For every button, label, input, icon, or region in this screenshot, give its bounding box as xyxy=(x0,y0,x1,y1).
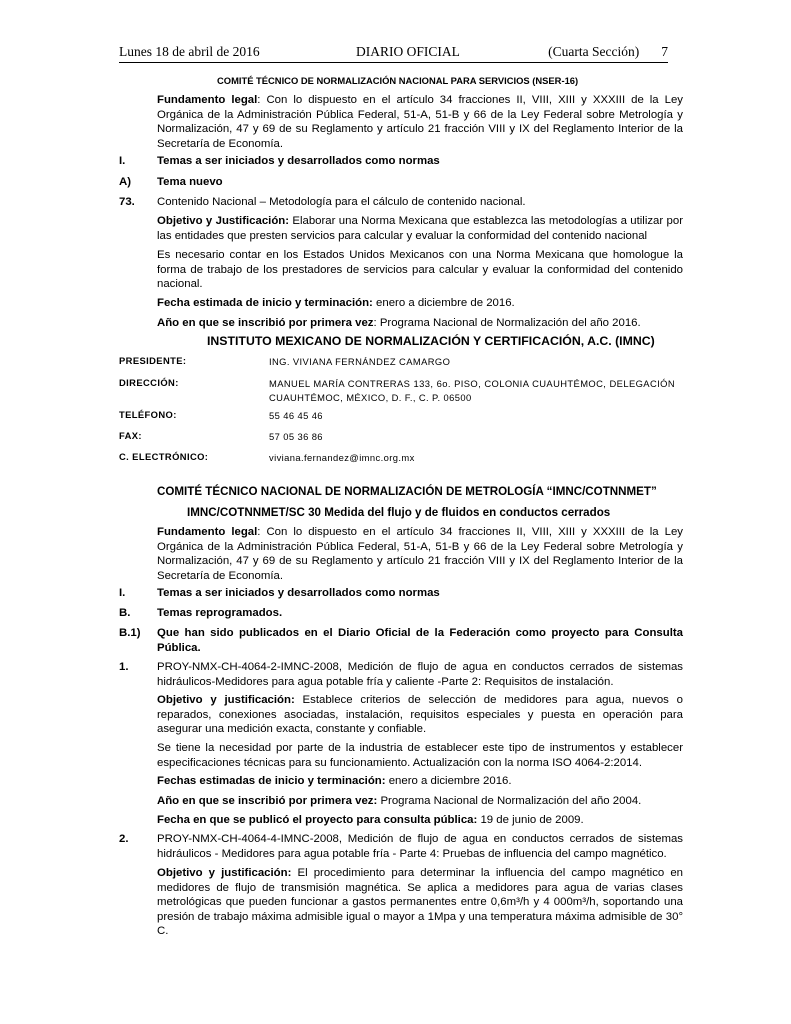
metrologia-section-b1-text: Que han sido publicados en el Diario Oficial de la Federación como proyecto para Consulta Pública. xyxy=(157,627,683,654)
nser-fundamento-paragraph xyxy=(157,93,683,151)
metrologia-item1-fechas-label: Fechas estimadas de inicio y terminación: xyxy=(157,775,386,787)
directory-key-email: C. ELECTRÓNICO: xyxy=(119,451,209,462)
metrologia-item2-objetivo-label: Objetivo y justificación: xyxy=(157,867,292,879)
nser-fecha-paragraph xyxy=(157,296,683,311)
metrologia-section-i-number: I. xyxy=(119,587,126,599)
nser-anio-label: Año en que se inscribió por primera vez xyxy=(157,317,374,329)
metrologia-item2-objetivo-paragraph xyxy=(157,866,683,939)
directory-key-presidente: PRESIDENTE: xyxy=(119,355,187,366)
nser-fecha-text: enero a diciembre de 2016. xyxy=(372,297,515,309)
nser-item-number: 73. xyxy=(119,196,135,208)
metrologia-item2-title: PROY-NMX-CH-4064-4-IMNC-2008, Medición de flujo de agua en conductos cerrados de sistemas hidráulicos - Medidores para agua potable fría - Parte 4: Pruebas de influencia del campo magnético. xyxy=(157,833,683,860)
metrologia-item1-objetivo-text: Establece criterios de selección de medidores para agua, nuevos o reparados, conexiones asociadas, instalación, requisitos especiales y puesta en operación para asegurar una medición exacta, constante y confiable. xyxy=(157,694,683,736)
metrologia-item1-publico-label: Fecha en que se publicó el proyecto para consulta pública: xyxy=(157,814,478,826)
nser-section-i-text: Temas a ser iniciados y desarrollados como normas xyxy=(157,155,440,167)
directory-value-direccion: MANUEL MARÍA CONTRERAS 133, 6o. PISO, COLONIA CUAUHTÉMOC, DELEGACIÓN CUAUHTÉMOC, MÉXICO, D. F., C. P. 06500 xyxy=(269,378,675,403)
metrologia-section-b1-heading xyxy=(157,626,683,655)
nser-item-title: Contenido Nacional – Metodología para el cálculo de contenido nacional. xyxy=(157,196,526,208)
nser-fecha-label: Fecha estimada de inicio y terminación: xyxy=(157,297,373,309)
metrologia-item1-anio-text: Programa Nacional de Normalización del año 2004. xyxy=(377,795,642,807)
metrologia-item1-necesidad-paragraph: Se tiene la necesidad por parte de la industria de establecer este tipo de instrumentos y establecer especificaciones técnicas para su funcionamiento. Actualización con la norma ISO 4064-2:2014. xyxy=(157,742,683,769)
metrologia-item2-objetivo-text: El procedimiento para determinar la influencia del campo magnético en medidores de flujo de transmisión magnética. Se aplica a medidores para agua de varias clases metrológicas que pueden funcionar a gastos permanentes entre 0,6m³/h y 4 000m³/h, soportando una presión de trabajo máxima admisible igual o mayor a 1Mpa y una temperatura máxima admisible de 30° C. xyxy=(157,867,683,938)
header-section-page xyxy=(548,44,668,60)
header-rule xyxy=(119,62,668,63)
nser-section-a-heading xyxy=(157,175,683,190)
directory-value-presidente: ING. VIVIANA FERNÁNDEZ CAMARGO xyxy=(269,356,451,367)
metrologia-section-b-number: B. xyxy=(119,607,131,619)
metrologia-committee-title: COMITÉ TÉCNICO NACIONAL DE NORMALIZACIÓN DE METROLOGÍA “IMNC/COTNNMET” xyxy=(157,485,657,498)
directory-value-telefono: 55 46 45 46 xyxy=(269,410,323,421)
metrologia-item1-publico-text: 19 de junio de 2009. xyxy=(477,814,584,826)
imnc-institute-title: INSTITUTO MEXICANO DE NORMALIZACIÓN Y CERTIFICACIÓN, A.C. (IMNC) xyxy=(207,334,655,348)
metrologia-item1-anio-paragraph xyxy=(157,794,683,809)
metrologia-item1-anio-label: Año en que se inscribió por primera vez: xyxy=(157,795,378,807)
directory-value-email: viviana.fernandez@imnc.org.mx xyxy=(269,452,415,463)
metrologia-item2-number: 2. xyxy=(119,833,129,845)
metrologia-item1-fechas-text: enero a diciembre 2016. xyxy=(385,775,512,787)
nser-committee-title: COMITÉ TÉCNICO DE NORMALIZACIÓN NACIONAL PARA SERVICIOS (NSER-16) xyxy=(217,75,579,86)
nser-anio-paragraph xyxy=(157,316,683,331)
header-publication: DIARIO OFICIAL xyxy=(356,44,460,59)
nser-section-a-number: A) xyxy=(119,176,132,188)
metrologia-item1-fechas-paragraph xyxy=(157,774,683,789)
header-page-number: 7 xyxy=(661,44,668,59)
metrologia-section-i-text: Temas a ser iniciados y desarrollados como normas xyxy=(157,587,440,599)
nser-fundamento-text: : Con lo dispuesto en el artículo 34 fracciones II, VIII, XIII y XXXIII de la Ley Orgánica de la Administración Pública Federal, 51-A, 51-B y 66 de la Ley Federal sobre Metrología y Normalización, 47 y 69 de su Reglamento y artículo 21 fracción VIII y IX del Reglamento Interior de la Secretaría de Economía. xyxy=(157,94,683,150)
metrologia-section-b-text: Temas reprogramados. xyxy=(157,607,283,619)
nser-fundamento-label: Fundamento legal xyxy=(157,94,258,106)
nser-section-i-number: I. xyxy=(119,155,126,167)
directory-value-fax: 57 05 36 86 xyxy=(269,431,323,442)
metrologia-section-i-heading xyxy=(157,586,683,601)
page-header xyxy=(119,44,668,62)
nser-objetivo-label: Objetivo y Justificación: xyxy=(157,215,290,227)
nser-anio-text: : Programa Nacional de Normalización del año 2016. xyxy=(373,317,641,329)
metrologia-item1-objetivo-label: Objetivo y justificación: xyxy=(157,694,295,706)
nser-objetivo-text: Elaborar una Norma Mexicana que establezca las metodologías a utilizar por las entidades que presten servicios para calcular y evaluar la conformidad del contenido nacional xyxy=(157,215,684,242)
directory-key-direccion: DIRECCIÓN: xyxy=(119,377,179,388)
metrologia-section-b1-number: B.1) xyxy=(119,627,141,639)
metrologia-fundamento-text: : Con lo dispuesto en el artículo 34 fracciones II, VIII, XIII y XXXIII de la Ley Orgánica de la Administración Pública Federal, 51-A, 51-B y 66 de la Ley Federal sobre Metrología y Normalización, 47 y 69 de su Reglamento y artículo 21 fracción VIII y IX del Reglamento Interior de la Secretaría de Economía. xyxy=(157,526,683,582)
metrologia-subcommittee-title: IMNC/COTNNMET/SC 30 Medida del flujo y de fluidos en conductos cerrados xyxy=(187,506,611,519)
directory-key-telefono: TELÉFONO: xyxy=(119,409,177,420)
nser-section-i-heading xyxy=(157,154,683,169)
nser-necesario-paragraph: Es necesario contar en los Estados Unidos Mexicanos con una Norma Mexicana que homologue la forma de trabajo de los prestadores de servicios para calcular y evaluar la conformidad del contenido nacional. xyxy=(157,249,683,291)
header-section: (Cuarta Sección) xyxy=(548,44,640,59)
nser-section-a-text: Tema nuevo xyxy=(157,176,223,188)
metrologia-item1-objetivo-paragraph xyxy=(157,693,683,737)
metrologia-item1-publico-paragraph xyxy=(157,813,683,828)
metrologia-fundamento-label: Fundamento legal xyxy=(157,526,258,538)
metrologia-section-b-heading xyxy=(157,606,683,621)
directory-key-fax: FAX: xyxy=(119,430,142,441)
metrologia-item1-number: 1. xyxy=(119,661,129,673)
header-date: Lunes 18 de abril de 2016 xyxy=(119,44,260,59)
nser-objetivo-paragraph xyxy=(157,214,683,243)
metrologia-item1-title: PROY-NMX-CH-4064-2-IMNC-2008, Medición de flujo de agua en conductos cerrados de sistemas hidráulicos-Medidores para agua potable fría y caliente -Parte 2: Requisitos de instalación. xyxy=(157,661,683,688)
metrologia-fundamento-paragraph xyxy=(157,525,683,583)
